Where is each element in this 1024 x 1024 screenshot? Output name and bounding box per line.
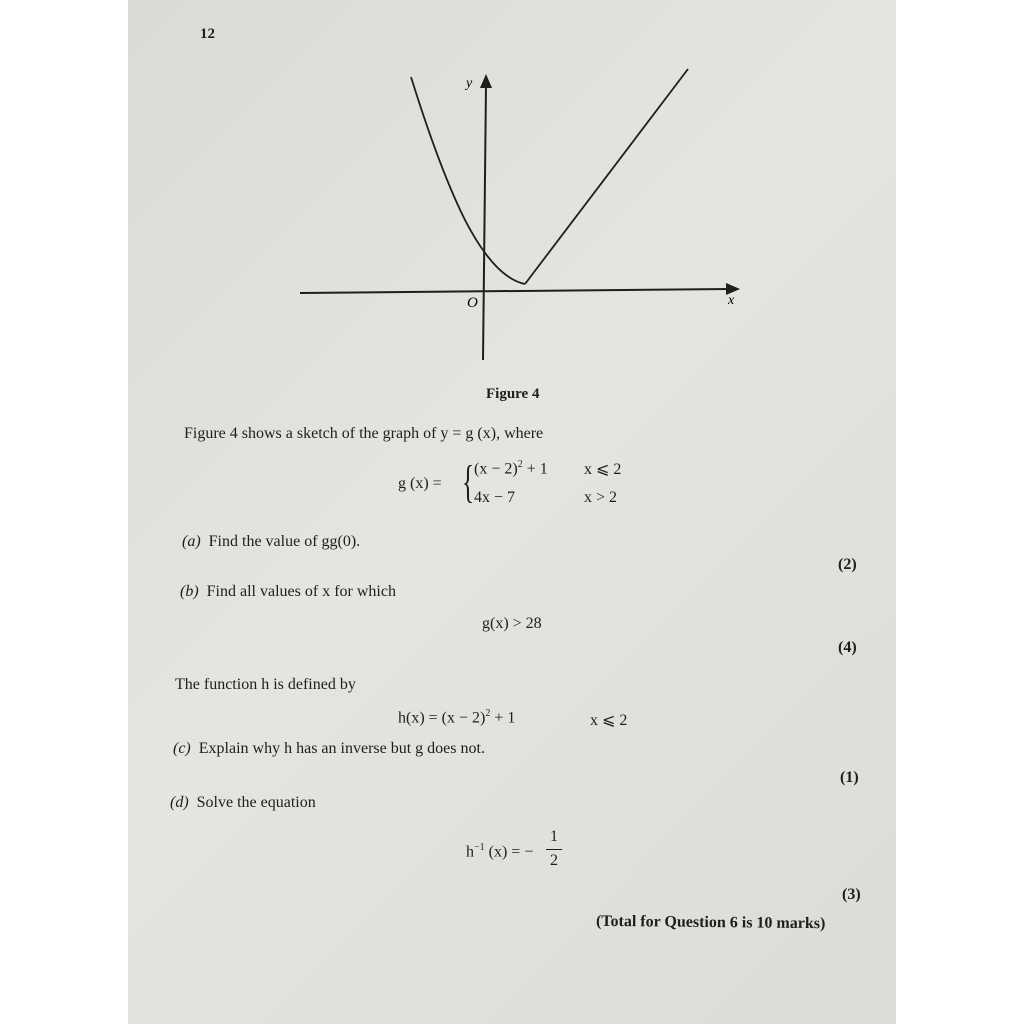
y-axis-arrow [480,74,492,88]
part-d-text: Solve the equation [196,794,316,811]
part-a-label: (a) [182,533,201,550]
part-d-label: (d) [170,794,189,811]
fraction-one-half: 1 2 [546,828,562,870]
part-d [170,794,316,812]
y-axis [483,85,486,360]
intro-text: Figure 4 shows a sketch of the graph of y = g (x), where [184,425,544,442]
part-c [173,740,485,758]
part-d-marks: (3) [842,886,861,903]
origin-label: O [467,295,478,311]
question-total: (Total for Question 6 is 10 marks) [595,912,826,933]
part-b-text: Find all values of x for which [206,583,396,600]
part-c-text: Explain why h has an inverse but g does not. [198,740,485,757]
part-a-text: Find the value of gg(0). [208,533,361,550]
part-a-marks: (2) [838,556,857,573]
x-axis-label: x [728,293,735,308]
y-axis-label: y [466,76,473,91]
quadratic-branch [411,77,525,284]
part-b-marks: (4) [838,639,857,656]
g-case-1-condition: x ⩽ 2 [584,461,622,478]
figure-4-graph [290,60,750,370]
piecewise-brace: { [462,456,475,507]
h-intro: The function h is defined by [175,676,356,693]
part-c-marks: (1) [840,769,859,786]
g-case-2-condition: x > 2 [584,489,618,506]
linear-branch [525,69,688,284]
part-c-label: (c) [173,740,191,757]
part-b-inequality: g(x) > 28 [482,615,542,632]
part-b-label: (b) [180,583,199,600]
h-condition: x ⩽ 2 [590,712,628,729]
g-case-2: 4x − 7 [474,489,516,506]
x-axis [300,289,730,293]
page-number: 12 [200,26,215,42]
part-b [180,583,396,601]
part-a [182,533,360,551]
h-definition: $h(x) = (x - 2)^2 + 1$ [398,708,516,727]
figure-caption: Figure 4 [486,386,540,402]
part-d-equation: $h^{-1}$ (x) = − [466,842,534,861]
g-definition-lhs: g (x) = [398,475,442,492]
g-case-1: $(x - 2)^2 + 1$ [474,459,548,478]
